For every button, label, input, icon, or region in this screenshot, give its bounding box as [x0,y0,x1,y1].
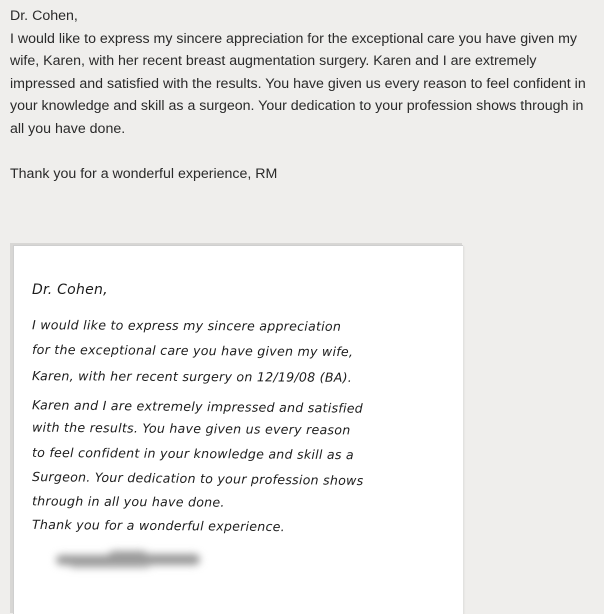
handwritten-line: I would like to express my sincere appreciation [31,317,342,334]
handwritten-line: with the results. You have given us every reason [31,419,351,438]
handwritten-line: Thank you for a wonderful experience. [31,516,286,535]
typed-letter [10,5,600,186]
handwritten-line: for the exceptional care you have given my wife, [31,341,354,360]
handwritten-line: through in all you have done. [31,493,225,510]
letter-closing: Thank you for a wonderful experience, RM [10,166,278,183]
blurred-signature [56,546,204,572]
handwritten-line: Surgeon. Your dedication to your profession shows [31,468,364,489]
handwritten-salutation: Dr. Cohen, [32,282,108,298]
handwritten-line: Karen, with her recent surgery on 12/19/08 (BA). [31,368,353,385]
letter-body: I would like to express my sincere appreciation for the exceptional care you have given my wife, Karen, with her recent breast augmentation surgery. Karen and I are extremely impressed and satisfied with the results. You have given us every reason to feel confident in your knowledge and skill as a surgeon. Your dedication to your profession shows through in all you have done. [10,30,586,137]
letter-salutation: Dr. Cohen, [10,8,78,24]
handwritten-line: Karen and I are extremely impressed and satisfied [31,397,364,416]
handwritten-line: to feel confident in your knowledge and skill as a [31,444,354,463]
handwritten-note-card [13,245,463,614]
